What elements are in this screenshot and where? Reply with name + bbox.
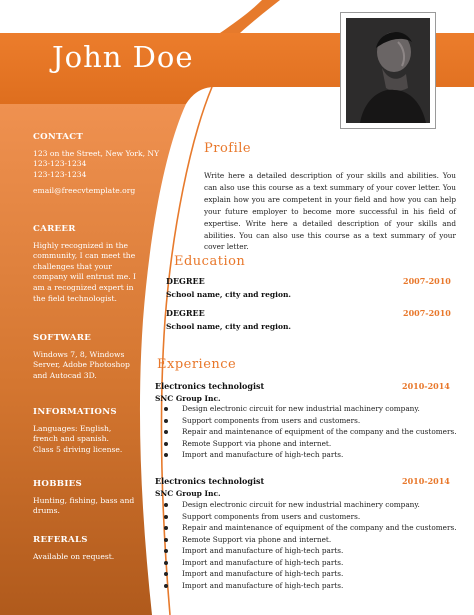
bullet-icon	[164, 526, 168, 530]
job-bullets	[158, 499, 457, 591]
list-item	[158, 522, 457, 534]
list-item	[158, 511, 457, 523]
education-years: 2007-2010	[403, 308, 451, 318]
education-years: 2007-2010	[403, 276, 451, 286]
list-item	[158, 499, 457, 511]
job-years: 2010-2014	[402, 476, 450, 486]
bullet-icon	[164, 572, 168, 576]
bullet-text: Support components from users and customers.	[182, 511, 361, 521]
profile-title: Profile	[204, 141, 252, 156]
referals-line: Available on request.	[33, 551, 115, 561]
bullet-icon	[164, 407, 168, 411]
list-item	[158, 580, 457, 592]
bullet-icon	[164, 561, 168, 565]
bullet-text: Import and manufacture of high-tech parts.	[182, 580, 344, 590]
sidebar-career	[33, 224, 137, 304]
bullet-text: Support components from users and customers.	[182, 415, 361, 425]
career-line: am a recognized expert in	[33, 282, 134, 292]
bullet-icon	[164, 430, 168, 434]
career-line: community, I can meet the	[33, 251, 136, 261]
career-heading: CAREER	[33, 224, 76, 234]
informations-line: french and spanish.	[33, 434, 109, 444]
education-title: Education	[174, 254, 246, 269]
list-item	[158, 534, 457, 546]
contact-phone: 123-123-1234	[33, 159, 87, 169]
hobbies-line: Hunting, fishing, bass and	[33, 495, 135, 505]
list-item	[158, 557, 457, 569]
bullet-text: Import and manufacture of high-tech parts.	[182, 450, 344, 460]
bullet-icon	[164, 453, 168, 457]
software-line: Windows 7, 8, Windows	[33, 349, 125, 359]
software-line: and Autocad 3D.	[33, 370, 97, 380]
bullet-icon	[164, 549, 168, 553]
bullet-text: Design electronic circuit for new industrial machinery company.	[182, 404, 420, 413]
bullet-text: Design electronic circuit for new industrial machinery company.	[182, 500, 420, 509]
list-item	[158, 403, 457, 415]
software-heading: SOFTWARE	[33, 333, 92, 343]
job-years: 2010-2014	[402, 381, 450, 391]
hobbies-line: drums.	[33, 506, 60, 516]
informations-line: Class 5 driving license.	[33, 444, 123, 454]
informations-heading: INFORMATIONS	[33, 407, 117, 417]
informations-line: Languages: English,	[33, 423, 112, 433]
contact-email[interactable]: email@freecvtemplate.org	[33, 186, 136, 196]
top-swoosh	[220, 0, 280, 33]
bullet-icon	[164, 515, 168, 519]
job-role: Electronics technologist	[155, 381, 265, 391]
sidebar-software	[33, 333, 137, 381]
job-company: SNC Group Inc.	[155, 394, 221, 403]
list-item	[158, 438, 457, 450]
bullet-text: Repair and maintenance of equipment of the company and the customers.	[182, 427, 457, 437]
career-line: challenges that your	[33, 261, 112, 271]
sidebar-contact	[33, 132, 173, 197]
bullet-text: Repair and maintenance of equipment of the company and the customers.	[182, 523, 457, 533]
portrait-photo-icon	[346, 18, 430, 123]
sidebar-referals	[33, 535, 137, 562]
bullet-icon	[164, 442, 168, 446]
career-line: company will entrust me. I	[33, 272, 137, 282]
contact-address: 123 on the Street, New York, NY	[33, 148, 160, 158]
list-item	[158, 545, 457, 557]
career-line: Highly recognized in the	[33, 240, 129, 250]
software-line: Server, Adobe Photoshop	[33, 360, 130, 370]
list-item	[158, 568, 457, 580]
sidebar-informations	[33, 407, 137, 455]
list-item	[158, 426, 457, 438]
job-role: Electronics technologist	[155, 476, 265, 486]
bullet-text: Import and manufacture of high-tech parts.	[182, 557, 344, 567]
experience-title: Experience	[157, 357, 237, 372]
bullet-icon	[164, 503, 168, 507]
bullet-icon	[164, 538, 168, 542]
bullet-text: Import and manufacture of high-tech parts.	[182, 569, 344, 579]
contact-phone: 123-123-1234	[33, 169, 87, 179]
profile-text: Write here a detailed description of your skills and abilities. You can also use this course as a text summary of your cover letter. You explain how you are competent in your field and how you can help your future employer to become more successful in his field of expertise. Write here a detailed description of your skills and abilities. You can also use this course as a text summary of your cover letter.	[204, 171, 456, 252]
education-degree: DEGREE	[166, 308, 205, 318]
bullet-text: Remote Support via phone and internet.	[182, 438, 332, 448]
contact-heading: CONTACT	[33, 132, 84, 142]
education-school: School name, city and region.	[166, 290, 292, 299]
bullet-text: Remote Support via phone and internet.	[182, 534, 332, 544]
job-company: SNC Group Inc.	[155, 489, 221, 498]
profile-photo-frame	[340, 12, 436, 129]
list-item	[158, 449, 457, 461]
list-item	[158, 415, 457, 427]
bullet-icon	[164, 584, 168, 588]
career-line: the field technologist.	[33, 293, 117, 303]
sidebar-hobbies	[33, 479, 137, 517]
hobbies-heading: HOBBIES	[33, 479, 83, 489]
referals-heading: REFERALS	[33, 535, 88, 545]
bullet-text: Import and manufacture of high-tech parts.	[182, 546, 344, 556]
bullet-icon	[164, 419, 168, 423]
job-bullets	[158, 403, 457, 461]
candidate-name: John Doe	[52, 40, 194, 74]
education-degree: DEGREE	[166, 276, 205, 286]
education-school: School name, city and region.	[166, 322, 292, 331]
